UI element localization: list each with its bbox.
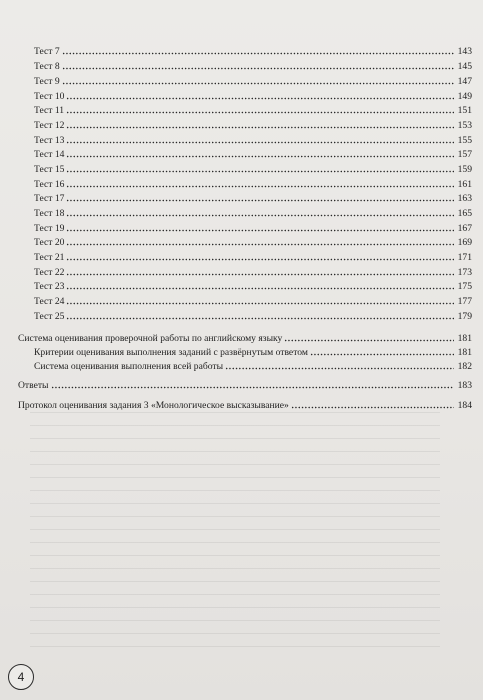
dot-leader [66, 287, 454, 290]
dot-leader [66, 258, 454, 261]
toc-entry-answers [18, 378, 472, 391]
toc-entry-page: 183 [457, 380, 472, 391]
toc-entry-test-22 [34, 265, 472, 278]
toc-entry-page: 143 [457, 46, 472, 57]
dot-leader [225, 367, 454, 370]
toc-entry-page: 163 [457, 193, 472, 204]
dot-leader [310, 353, 454, 356]
dot-leader [66, 199, 454, 202]
toc-entry-label: Тест 15 [34, 164, 65, 175]
toc-entry-test-10 [34, 89, 472, 102]
toc-entry-test-18 [34, 206, 472, 219]
toc-entry-test-7 [34, 44, 472, 57]
toc-entry-test-25 [34, 309, 472, 322]
dot-leader [66, 111, 454, 114]
toc-entry-page: 165 [457, 208, 472, 219]
toc-entry-test-14 [34, 147, 472, 160]
toc-entry-page: 153 [457, 120, 472, 131]
toc-entry-label: Система оценивания проверочной работы по английскому языку [18, 333, 283, 344]
dot-leader [66, 229, 454, 232]
dot-leader [291, 406, 454, 409]
toc-entry-label: Тест 24 [34, 296, 65, 307]
toc-entry-page: 175 [457, 281, 472, 292]
toc-entry-label: Тест 25 [34, 311, 65, 322]
toc-entry-page: 171 [457, 252, 472, 263]
toc-entry-label: Тест 13 [34, 135, 65, 146]
dot-leader [66, 141, 454, 144]
toc-entry-page: 155 [457, 135, 472, 146]
toc-entry-label: Тест 16 [34, 179, 65, 190]
dot-leader [66, 155, 454, 158]
toc-entry-label: Тест 12 [34, 120, 65, 131]
toc-entry-page: 151 [457, 105, 472, 116]
toc-entry-test-16 [34, 177, 472, 190]
show-through-text [30, 400, 440, 650]
dot-leader [62, 82, 454, 85]
dot-leader [66, 317, 454, 320]
toc-entry-page: 161 [457, 179, 472, 190]
toc-entry-page: 173 [457, 267, 472, 278]
toc-entry-label: Тест 22 [34, 267, 65, 278]
toc-entry-page: 149 [457, 91, 472, 102]
toc-entry-page: 181 [457, 333, 472, 344]
toc-entry-page: 147 [457, 76, 472, 87]
toc-entry-protocol [18, 398, 472, 411]
toc-entry-page: 181 [457, 347, 472, 358]
toc-entry-page: 159 [457, 164, 472, 175]
toc-entry-label: Протокол оценивания задания 3 «Монологическое высказывание» [18, 400, 289, 411]
dot-leader [66, 126, 454, 129]
toc-entry-label: Тест 19 [34, 223, 65, 234]
dot-leader [284, 339, 454, 342]
toc-entry-criteria [34, 345, 472, 358]
toc-entry-test-17 [34, 191, 472, 204]
toc-entry-overall-assessment [34, 359, 472, 372]
toc-entry-label: Тест 8 [34, 61, 60, 72]
toc-entry-page: 169 [457, 237, 472, 248]
toc-entry-test-8 [34, 59, 472, 72]
dot-leader [66, 185, 454, 188]
toc-entry-test-20 [34, 235, 472, 248]
toc-entry-page: 145 [457, 61, 472, 72]
page-number: 4 [17, 670, 25, 684]
toc-entry-assessment-system [18, 331, 472, 344]
dot-leader [66, 214, 454, 217]
toc-entry-test-15 [34, 162, 472, 175]
toc-entry-label: Система оценивания выполнения всей работы [34, 361, 224, 372]
dot-leader [66, 273, 454, 276]
toc-entry-label: Тест 7 [34, 46, 60, 57]
page-number-badge [8, 664, 34, 690]
toc-entry-test-13 [34, 133, 472, 146]
toc-entry-page: 184 [457, 400, 472, 411]
toc-entry-label: Критерии оценивания выполнения заданий с развёрнутым ответом [34, 347, 308, 358]
dot-leader [62, 52, 454, 55]
toc-entry-label: Ответы [18, 380, 49, 391]
toc-entry-label: Тест 14 [34, 149, 65, 160]
toc-entry-test-21 [34, 250, 472, 263]
toc-entry-label: Тест 9 [34, 76, 60, 87]
toc-entry-test-11 [34, 103, 472, 116]
toc-entry-label: Тест 18 [34, 208, 65, 219]
toc-entry-label: Тест 10 [34, 91, 65, 102]
dot-leader [66, 97, 454, 100]
toc-entry-test-23 [34, 279, 472, 292]
toc-entry-test-12 [34, 118, 472, 131]
dot-leader [66, 170, 454, 173]
toc-entry-page: 182 [457, 361, 472, 372]
toc-entry-page: 167 [457, 223, 472, 234]
toc-entry-test-19 [34, 221, 472, 234]
toc-entry-label: Тест 20 [34, 237, 65, 248]
toc-entry-label: Тест 11 [34, 105, 65, 116]
toc-entry-label: Тест 23 [34, 281, 65, 292]
toc-entry-page: 177 [457, 296, 472, 307]
dot-leader [66, 302, 454, 305]
toc-entry-test-9 [34, 74, 472, 87]
dot-leader [51, 386, 455, 389]
toc-entry-label: Тест 17 [34, 193, 65, 204]
toc-entry-label: Тест 21 [34, 252, 65, 263]
toc-entry-page: 157 [457, 149, 472, 160]
toc-entry-test-24 [34, 294, 472, 307]
dot-leader [62, 67, 454, 70]
toc-entry-page: 179 [457, 311, 472, 322]
dot-leader [66, 243, 454, 246]
